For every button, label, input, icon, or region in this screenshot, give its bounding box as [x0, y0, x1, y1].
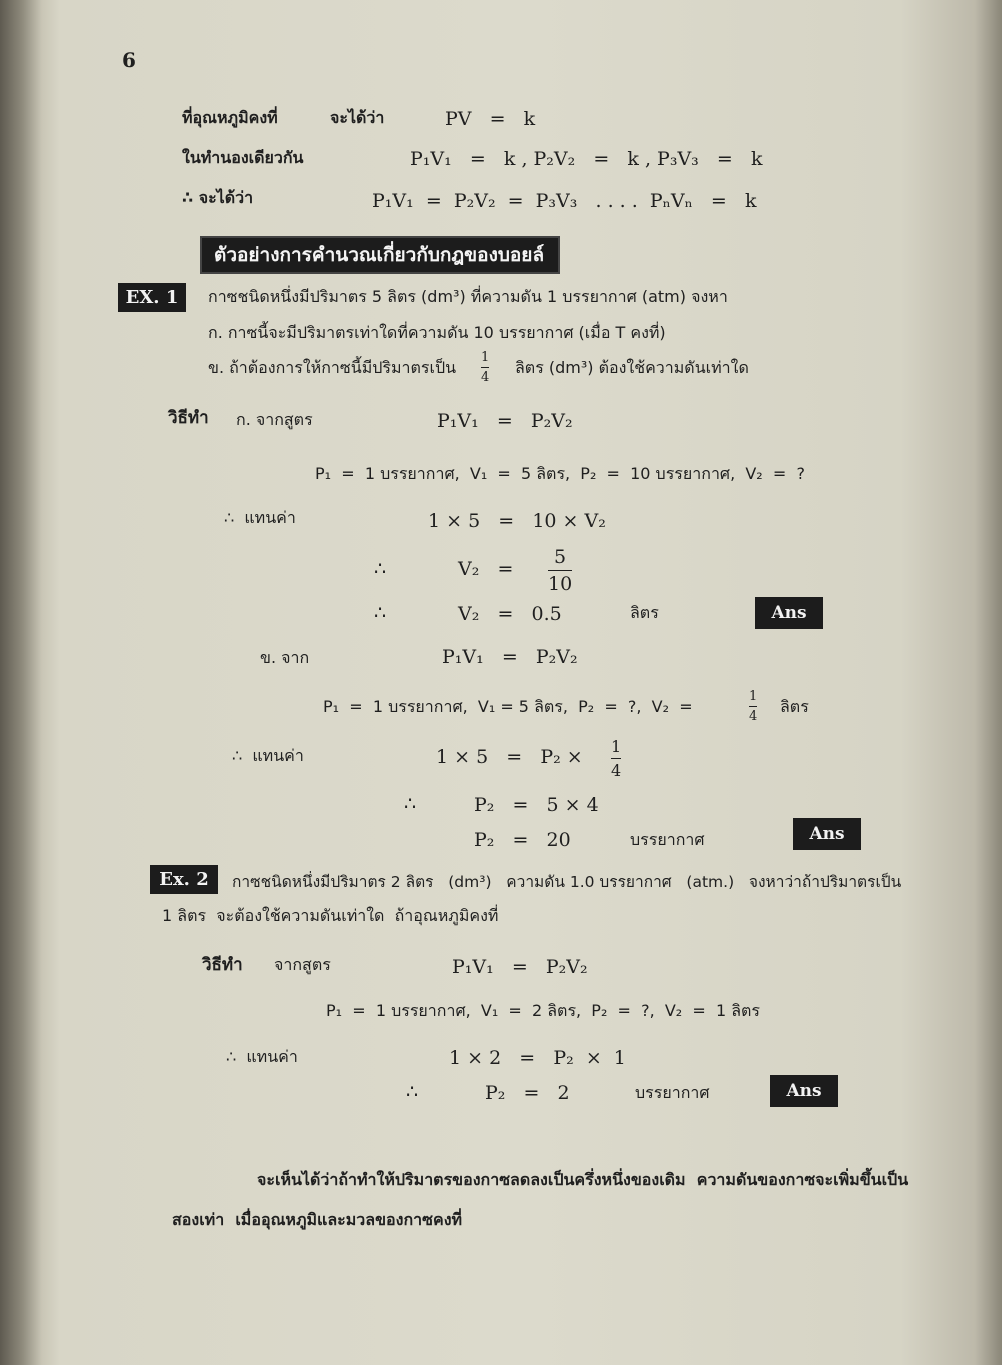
ex1-b-formula: P₁V₁ = P₂V₂	[442, 646, 578, 668]
fraction-bar	[548, 570, 572, 571]
ex1-a-from: ก. จากสูตร	[236, 410, 313, 429]
ex1-b-given-fraction	[749, 689, 757, 724]
ex2-formula: P₁V₁ = P₂V₂	[452, 956, 588, 978]
fraction-numerator: 1	[611, 737, 622, 756]
ans-badge: Ans	[770, 1075, 838, 1107]
intro-line2-equation: P₁V₁ = k , P₂V₂ = k , P₃V₃ = k	[410, 148, 763, 170]
ex1-b-substitute: 1 × 5 = P₂ ×	[436, 746, 583, 768]
ex1-b-result: P₂ = 20	[474, 829, 571, 851]
intro-line1-label: ที่อุณหภูมิคงที่	[182, 108, 278, 127]
ex1-b-given-unit: ลิตร	[780, 697, 809, 716]
page-number: 6	[122, 48, 136, 72]
ex1-b-substitute-fraction	[611, 737, 621, 780]
ex1-method-label: วิธีทำ	[168, 408, 209, 428]
ex1-a-formula: P₁V₁ = P₂V₂	[437, 410, 573, 432]
ex2-result: P₂ = 2	[485, 1082, 570, 1104]
therefore-symbol: ∴	[374, 602, 387, 624]
ex2-substitute-label: ∴ แทนค่า	[226, 1047, 298, 1066]
fraction-numerator: 1	[749, 689, 758, 704]
ex2-given: P₁ = 1 บรรยากาศ, V₁ = 2 ลิตร, P₂ = ?, V₂ = 1 ลิตร	[326, 1001, 761, 1020]
section-heading: ตัวอย่างการคำนวณเกี่ยวกับกฎของบอยล์	[200, 236, 560, 274]
ex2-statement-line1: กาซชนิดหนึ่งมีปริมาตร 2 ลิตร (dm³) ความดัน 1.0 บรรยากาศ (atm.) จงหาว่าถ้าปริมาตรเป็น	[232, 873, 902, 891]
fraction-denominator: 4	[481, 370, 490, 385]
fraction-bar	[611, 758, 621, 759]
ex2-statement-line2: 1 ลิตร จะต้องใช้ความดันเท่าใด ถ้าอุณหภูมิคงที่	[162, 906, 499, 925]
ex1-a-result-unit: ลิตร	[630, 603, 659, 622]
ex1-badge: EX. 1	[118, 283, 186, 312]
ex1-statement: กาซชนิดหนึ่งมีปริมาตร 5 ลิตร (dm³) ที่ความดัน 1 บรรยากาศ (atm) จงหา	[208, 287, 728, 306]
ex2-method-label: วิธีทำ	[202, 955, 243, 975]
ex1-a-given: P₁ = 1 บรรยากาศ, V₁ = 5 ลิตร, P₂ = 10 บรรยากาศ, V₂ = ?	[315, 464, 805, 483]
therefore-symbol: ∴	[404, 793, 417, 815]
intro-line3-equation: P₁V₁ = P₂V₂ = P₃V₃ . . . . PₙVₙ = k	[372, 190, 757, 212]
fraction-bar	[481, 367, 489, 368]
fraction-bar	[749, 706, 757, 707]
ex1-b-from: ข. จาก	[260, 648, 310, 667]
ex2-result-unit: บรรยากาศ	[635, 1083, 710, 1102]
ex1-part-b-prefix: ข. ถ้าต้องการให้กาซนี้มีปริมาตรเป็น	[208, 358, 457, 377]
conclusion-line1: จะเห็นได้ว่าถ้าทำให้ปริมาตรของกาซลดลงเป็นครึ่งหนึ่งของเดิม ความดันของกาซจะเพิ่มขึ้นเป็น	[257, 1170, 909, 1189]
ex2-badge: Ex. 2	[150, 865, 218, 894]
ex1-a-step-lhs: V₂ =	[458, 558, 514, 580]
ex1-b-step: P₂ = 5 × 4	[474, 794, 599, 816]
ex2-substitute: 1 × 2 = P₂ × 1	[449, 1047, 626, 1069]
intro-line2-label: ในทำนองเดียวกัน	[182, 148, 304, 167]
therefore-symbol: ∴	[374, 558, 387, 580]
conclusion-line2: สองเท่า เมื่ออุณหภูมิและมวลของกาซคงที่	[172, 1210, 463, 1229]
ex2-from: จากสูตร	[274, 955, 331, 974]
ans-badge: Ans	[793, 818, 861, 850]
ex1-a-substitute: 1 × 5 = 10 × V₂	[428, 510, 606, 532]
intro-line3-label: ∴ จะได้ว่า	[182, 188, 254, 207]
ans-badge: Ans	[755, 597, 823, 629]
ex1-b-given: P₁ = 1 บรรยากาศ, V₁ = 5 ลิตร, P₂ = ?, V₂ =	[323, 697, 693, 716]
fraction-numerator: 5	[554, 546, 567, 568]
therefore-symbol: ∴	[406, 1081, 419, 1103]
intro-line1-mid: จะได้ว่า	[330, 108, 385, 127]
ex1-a-step-fraction	[548, 546, 572, 595]
fraction-denominator: 4	[749, 709, 758, 724]
intro-line1-equation: PV = k	[445, 108, 536, 130]
ex1-b-result-unit: บรรยากาศ	[630, 830, 705, 849]
ex1-part-b-suffix: ลิตร (dm³) ต้องใช้ความดันเท่าใด	[515, 358, 749, 377]
ex1-a-result: V₂ = 0.5	[458, 603, 562, 625]
ex1-b-substitute-label: ∴ แทนค่า	[232, 746, 304, 765]
fraction-denominator: 4	[611, 761, 622, 780]
ex1-part-b-fraction	[481, 350, 489, 385]
ex1-part-a: ก. กาซนี้จะมีปริมาตรเท่าใดที่ความดัน 10 บรรยากาศ (เมื่อ T คงที่)	[208, 323, 666, 342]
fraction-denominator: 10	[548, 573, 573, 595]
ex1-a-substitute-label: ∴ แทนค่า	[224, 508, 296, 527]
fraction-numerator: 1	[481, 350, 490, 365]
